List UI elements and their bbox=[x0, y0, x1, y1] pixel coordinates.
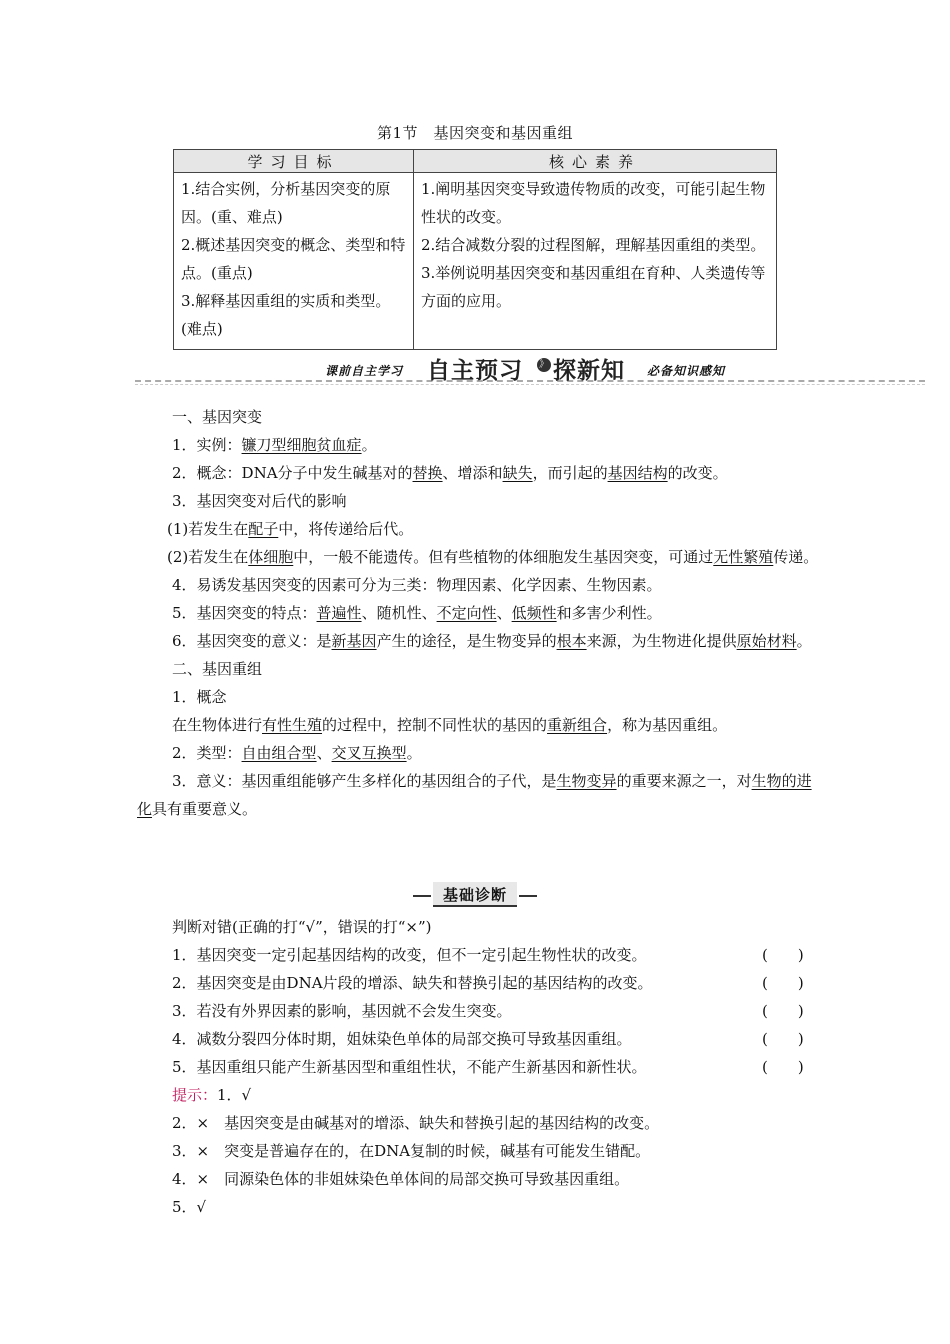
question-item: 5．基因重组只能产生新基因型和重组性状，不能产生新基因和新性状。 ( ) bbox=[137, 1053, 819, 1081]
answer-blank: ( ) bbox=[762, 1058, 804, 1076]
banner-divider bbox=[135, 380, 925, 382]
section-heading: 二、基因重组 bbox=[172, 660, 263, 678]
literacy-item: 2.结合减数分裂的过程图解，理解基因重组的类型。 bbox=[421, 236, 766, 254]
banner-right-label: 必备知识感知 bbox=[647, 364, 726, 378]
tip-label: 提示： bbox=[172, 1086, 218, 1104]
goal-item: 3.解释基因重组的实质和类型。(难点) bbox=[181, 292, 391, 338]
diagnosis-badge bbox=[0, 882, 950, 907]
page-title: 第1节 基因突变和基因重组 bbox=[376, 124, 574, 142]
goal-item: 1.结合实例，分析基因突变的原因。(重、难点) bbox=[181, 180, 391, 226]
badge-line bbox=[519, 895, 537, 897]
diagnosis-section bbox=[137, 913, 819, 1221]
question-item: 4．减数分裂四分体时期，姐妹染色单体的局部交换可导致基因重组。 ( ) bbox=[137, 1025, 819, 1053]
paragraph: 3．基因突变对后代的影响 bbox=[172, 492, 347, 510]
section-heading: 一、基因突变 bbox=[172, 408, 263, 426]
learning-goals-table bbox=[173, 149, 777, 350]
literacy-cell bbox=[414, 173, 777, 350]
section-gene-mutation bbox=[137, 403, 819, 823]
answer-blank: ( ) bbox=[762, 974, 804, 992]
table-header-literacy: 核心素养 bbox=[414, 150, 777, 173]
instruction: 判断对错(正确的打“√”，错误的打“×”) bbox=[172, 918, 432, 936]
answer-item: 4．× 同源染色体的非姐妹染色单体间的局部交换可导致基因重组。 bbox=[172, 1170, 630, 1188]
banner-divider bbox=[135, 384, 925, 385]
banner-title-1: 自主预习 bbox=[427, 358, 523, 384]
paragraph: 5．基因突变的特点：普遍性、随机性、不定向性、低频性和多害少利性。 bbox=[172, 604, 662, 622]
answer-item: 2．× 基因突变是由碱基对的增添、缺失和替换引起的基因结构的改变。 bbox=[172, 1114, 660, 1132]
question-item: 3．若没有外界因素的影响，基因就不会发生突变。 ( ) bbox=[137, 997, 819, 1025]
paragraph: (1)若发生在配子中，将传递给后代。 bbox=[167, 520, 414, 538]
paragraph: 在生物体进行有性生殖的过程中，控制不同性状的基因的重新组合，称为基因重组。 bbox=[172, 716, 728, 734]
answer-item: 提示：1．√ bbox=[172, 1086, 252, 1104]
badge-label: 基础诊断 bbox=[433, 882, 517, 907]
badge-line bbox=[413, 895, 431, 897]
table-header-goals: 学习目标 bbox=[174, 150, 414, 173]
banner-title-2: 探新知 bbox=[553, 358, 625, 384]
paragraph: 6．基因突变的意义：是新基因产生的途径，是生物变异的根本来源，为生物进化提供原始材料。 bbox=[172, 632, 812, 650]
arrow-icon: 》 bbox=[539, 359, 549, 370]
answer-blank: ( ) bbox=[762, 1030, 804, 1048]
answer-blank: ( ) bbox=[762, 946, 804, 964]
paragraph: 1．概念 bbox=[172, 688, 227, 706]
literacy-item: 3.举例说明基因突变和基因重组在育种、人类遗传等方面的应用。 bbox=[421, 264, 766, 310]
section-banner bbox=[135, 352, 925, 386]
answer-item: 3．× 突变是普遍存在的，在DNA复制的时候，碱基有可能发生错配。 bbox=[172, 1142, 651, 1160]
goal-item: 2.概述基因突变的概念、类型和特点。(重点) bbox=[181, 236, 406, 282]
paragraph: (2)若发生在体细胞中，一般不能遗传。但有些植物的体细胞发生基因突变，可通过无性繁殖传递。 bbox=[167, 548, 819, 566]
paragraph: 2．类型：自由组合型、交叉互换型。 bbox=[172, 744, 422, 762]
answer-blank: ( ) bbox=[762, 1002, 804, 1020]
paragraph: 2．概念：DNA分子中发生碱基对的替换、增添和缺失，而引起的基因结构的改变。 bbox=[172, 464, 728, 482]
paragraph: 3．意义：基因重组能够产生多样化的基因组合的子代，是生物变异的重要来源之一，对生物的进化具有重要意义。 bbox=[137, 772, 812, 818]
paragraph: 4．易诱发基因突变的因素可分为三类：物理因素、化学因素、生物因素。 bbox=[172, 576, 662, 594]
banner-left-label: 课前自主学习 bbox=[325, 364, 404, 378]
paragraph: 1．实例：镰刀型细胞贫血症。 bbox=[172, 436, 377, 454]
goals-cell bbox=[174, 173, 414, 350]
question-item: 2．基因突变是由DNA片段的增添、缺失和替换引起的基因结构的改变。 ( ) bbox=[137, 969, 819, 997]
question-item: 1．基因突变一定引起基因结构的改变，但不一定引起生物性状的改变。 ( ) bbox=[137, 941, 819, 969]
answer-item: 5．√ bbox=[172, 1198, 207, 1216]
literacy-item: 1.阐明基因突变导致遗传物质的改变，可能引起生物性状的改变。 bbox=[421, 180, 766, 226]
